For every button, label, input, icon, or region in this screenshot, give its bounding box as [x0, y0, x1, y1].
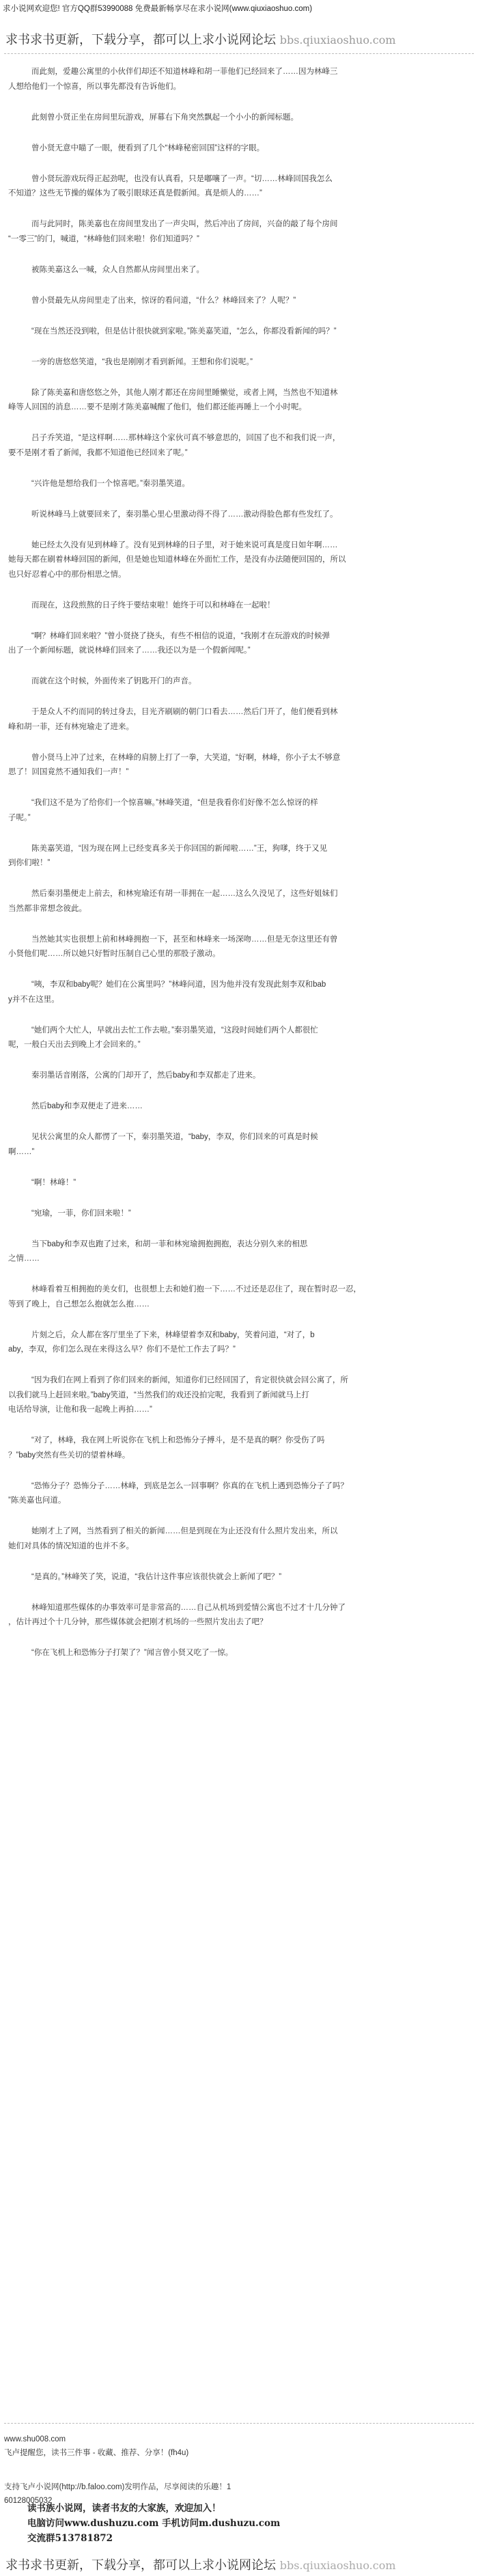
paragraph-line: ，估计再过个十几分钟，那些媒体就会把刚才机场的一些照片发出去了吧？: [8, 1618, 268, 1626]
paragraph: [8, 1176, 468, 1191]
paragraph-line: 而与此同时，陈美嘉也在房间里发出了一声尖叫，然后冲出了房间，兴奋的敲了每个房间: [31, 220, 338, 228]
paragraph-line: 然后秦羽墨便走上前去，和林宛瑜还有胡一菲拥在一起……这么久没见了，这些好姐妹们: [31, 890, 338, 898]
footer-site: www.shu008.com: [4, 2435, 66, 2443]
paragraph: [8, 1283, 468, 1312]
paragraph-line: 曾小贤无意中瞄了一眼，便看到了几个“林峰秘密回国”这样的字眼。: [31, 143, 265, 152]
paragraph: [8, 386, 468, 415]
paragraph-line: “宛瑜，一菲，你们回来啦！”: [31, 1209, 131, 1218]
paragraph: [8, 1130, 468, 1160]
paragraph-line: 曾小贤玩游戏玩得正起劲呢，也没有认真看，只是嘟嚷了一声。“切……林峰回国我怎么: [31, 174, 333, 183]
paragraph-line: aby，李双，你们怎么现在来得这么早？你们不是忙工作去了吗？”: [8, 1345, 236, 1354]
forum-banner-top[interactable]: [5, 30, 473, 48]
divider: [4, 2423, 474, 2424]
paragraph-line: 当下baby和李双也跑了过来，和胡一菲和林宛瑜拥抱拥抱，表达分别久来的相思: [31, 1239, 308, 1248]
paragraph-line: “现在当然还没到啦，但是估计很快就到家啦。”陈美嘉笑道，“怎么，你都没看新闻的吗？”: [31, 327, 337, 335]
paragraph: [8, 325, 468, 340]
paragraph-line: 子呢。”: [8, 813, 31, 822]
paragraph: [8, 1646, 468, 1661]
footer-tip: 飞卢提醒您，读书三件事 - 收藏、推荐、分享！(fh4u): [4, 2449, 189, 2457]
paragraph: [8, 751, 468, 780]
paragraph: [8, 1024, 468, 1053]
paragraph-line: 她们对具体的情况知道的也并不多。: [8, 1542, 134, 1550]
paragraph-line: 秦羽墨话音刚落，公寓的门却开了，然后baby和李双都走了进来。: [31, 1071, 261, 1080]
paragraph: [8, 263, 468, 278]
promo-group: 交流群513781872: [27, 2533, 113, 2544]
paragraph-line: “对了，林峰，我在网上听说你在飞机上和恐怖分子搏斗，是不是真的啊？你受伤了吗: [31, 1436, 325, 1444]
paragraph-line: 见状公寓里的众人都愣了一下，秦羽墨笑道，“baby，李双，你们回来的可真是时候: [31, 1133, 318, 1141]
paragraph: [8, 705, 468, 735]
site-welcome-line: 求小说网欢迎您! 官方QQ群53990088 免费最新畅享尽在求小说网(www.qiuxiaoshuo.com): [3, 5, 313, 13]
paragraph-line: 而现在，这段煎熬的日子终于要结束啦！她终于可以和林峰在一起啦！: [31, 601, 275, 609]
paragraph-line: 吕子乔笑道，“是这样啊……那林峰这个家伙可真不够意思的，回国了也不和我们说一声，: [31, 434, 341, 442]
paragraph-line: 也只好忍着心中的那份相思之情。: [8, 570, 126, 579]
banner-url[interactable]: bbs.qiuxiaoshuo.com: [279, 33, 396, 46]
paragraph: [8, 355, 468, 370]
paragraph: [8, 1479, 468, 1509]
paragraph-line: 曾小贤最先从房间里走了出来，惊讶的看问道，“什么？林峰回来了？人呢？”: [31, 296, 296, 305]
paragraph-line: 峰等人回国的消息……要不是刚才陈美嘉喊醒了他们，他们都还能再睡上一个小时呢。: [8, 403, 307, 411]
paragraph-line: “你在飞机上和恐怖分子打架了？”闻言曾小贤又吃了一惊。: [31, 1649, 234, 1657]
paragraph: [8, 1099, 468, 1114]
paragraph-line: “咦，李双和baby呢？她们在公寓里吗？”林峰问道，因为他并没有发现此刻李双和bab: [31, 981, 326, 989]
paragraph-line: 思了！回国竟然不通知我们一声！”: [8, 768, 129, 776]
paragraph-line: 呢，一般白天出去到晚上才会回来的。”: [8, 1041, 141, 1049]
paragraph: [8, 629, 468, 659]
paragraph: [8, 1328, 468, 1358]
paragraph: [8, 1601, 468, 1630]
paragraph-line: 出了一个新闻标题，就说林峰们回来了……我还以为是一个假新闻呢。”: [8, 646, 251, 655]
paragraph-line: 林峰看着互相拥抱的美女们，也很想上去和她们抱一下……不过还是忍住了，现在暂时忍一忍，: [31, 1285, 361, 1293]
paragraph: [8, 1207, 468, 1222]
paragraph: [8, 978, 468, 1007]
promo-line: 读书族小说网，读者书友的大家族，欢迎加入！: [27, 2503, 221, 2514]
paragraph-line: 啊……”: [8, 1147, 35, 1156]
paragraph: [8, 599, 468, 614]
paragraph-line: 之情……: [8, 1255, 40, 1263]
footer-support: 支持飞卢小说网(http://b.faloo.com)发明作品，尽享阅读的乐趣！1: [4, 2483, 231, 2491]
paragraph: [8, 1570, 468, 1585]
paragraph-line: “因为我们在网上看到了你们回来的新闻，知道你们已经回国了，肯定很快就会回公寓了，所: [31, 1376, 348, 1384]
paragraph-line: 曾小贤马上冲了过来，在林峰的肩膀上打了一拳，大笑道，“好啊，林峰，你小子太不够意: [31, 753, 341, 762]
paragraph-line: y并不在这里。: [8, 995, 59, 1004]
paragraph: [8, 1069, 468, 1084]
paragraph: [8, 933, 468, 962]
paragraph-line: 峰和胡一菲，还有林宛瑜走了进来。: [8, 722, 134, 731]
promo-urls[interactable]: 电脑访问www.dushuzu.com 手机访问m.dushuzu.com: [27, 2518, 281, 2529]
paragraph-line: ？”baby突然有些关切的望着林峰。: [8, 1451, 130, 1460]
paragraph: [8, 294, 468, 309]
paragraph-line: 电话给导演，让他和我一起晚上再拍……”: [8, 1406, 152, 1414]
paragraph-line: 除了陈美嘉和唐悠悠之外，其他人刚才都还在房间里睡懒觉，或者上网，当然也不知道林: [31, 388, 338, 397]
paragraph: [8, 1237, 468, 1267]
forum-banner-bottom[interactable]: [5, 2556, 473, 2573]
paragraph: [8, 111, 468, 126]
paragraph: [8, 1434, 468, 1463]
paragraph-line: 陈美嘉笑道，“因为现在网上已经变真多关于你回国的新闻啦……”王，狗嗲，终于又见: [31, 844, 328, 853]
paragraph-line: 片刻之后，众人都在客厅里坐了下来，林峰望着李双和baby，笑着问道，“对了，b: [31, 1330, 315, 1339]
paragraph-line: “啊？林峰们回来啦？”曾小贤挠了挠头，有些不相信的说道，“我刚才在玩游戏的时候弹: [31, 631, 330, 640]
paragraph-line: “她们两个大忙人，早就出去忙工作去啦。”秦羽墨笑道，“这段时间她们两个人都很忙: [31, 1026, 318, 1034]
paragraph: [8, 674, 468, 689]
paragraph-line: “我们这不是为了给你们一个惊喜嘛。”林峰笑道，“但是我看你们好像不怎么惊讶的样: [31, 799, 318, 807]
paragraph-line: 她每天都在刷着林峰回国的新闻，但是她也知道林峰在外面忙工作，是没有办法随便回国的，所以: [8, 556, 346, 564]
paragraph: [8, 842, 468, 871]
paragraph: [8, 1524, 468, 1554]
chapter-body: [0, 65, 478, 2354]
footer-code: 60128005032: [4, 2497, 53, 2505]
paragraph: [8, 217, 468, 247]
promo-block: [27, 2501, 280, 2546]
paragraph-line: 要不是刚才看了新闻，我都不知道他已经回来了呢。”: [8, 448, 188, 457]
paragraph-line: 听说林峰马上就要回来了，秦羽墨心里心里激动得不得了……激动得脸色都有些发红了。: [31, 510, 338, 519]
banner-text: 求书求书更新，下载分享，都可以上求小说网论坛: [5, 2558, 276, 2573]
paragraph: [8, 141, 468, 156]
paragraph-line: 当然都非常想念彼此。: [8, 904, 87, 913]
paragraph-line: “啊！林峰！”: [31, 1178, 76, 1187]
paragraph-line: 当然她其实也很想上前和林峰拥抱一下，甚至和林峰来一场深吻……但是无奈这里还有曾: [31, 935, 338, 944]
paragraph-line: “一零三”的门，喊道，“林峰他们回来啦！你们知道吗？”: [8, 234, 199, 243]
paragraph: [8, 796, 468, 825]
paragraph: [8, 172, 468, 202]
paragraph-line: 到你们啦！”: [8, 859, 51, 867]
paragraph-line: 她已经太久没有见到林峰了。没有见到林峰的日子里，对于她来说可真是度日如年啊……: [31, 540, 338, 549]
paragraph: [8, 431, 468, 461]
paragraph: [8, 477, 468, 492]
paragraph-line: 她刚才上了网，当然看到了相关的新闻……但是到现在为止还没有什么照片发出来，所以: [31, 1527, 338, 1535]
paragraph-line: 被陈美嘉这么一喊，众人自然都从房间里出来了。: [31, 265, 204, 274]
divider: [4, 53, 474, 54]
paragraph: [8, 65, 468, 94]
paragraph-line: 小贤他们呢……所以她只好暂时压制自己心里的那股子激动。: [8, 950, 221, 958]
paragraph-line: 而此刻，爱趣公寓里的小伙伴们却还不知道林峰和胡一菲他们已经回来了……因为林峰三: [31, 68, 338, 76]
paragraph-line: 此刻曾小贤正坐在房间里玩游戏，屏幕右下角突然飘起一个小小的新闻标题。: [31, 113, 298, 122]
paragraph-line: 等到了晚上，自己想怎么抱就怎么抱……: [8, 1300, 150, 1308]
paragraph-line: 人想给他们一个惊喜，所以事先都没有告诉他们。: [8, 82, 181, 91]
banner-text: 求书求书更新，下载分享，都可以上求小说网论坛: [5, 33, 276, 47]
paragraph-line: 林峰知道那些媒体的办事效率可是非常高的……自己从机场到爱情公寓也不过才十几分钟了: [31, 1603, 346, 1612]
paragraph: [8, 1373, 468, 1418]
paragraph-line: 不知道？这些无节操的媒体为了吸引眼球还真是假新闻。真是烦人的……”: [8, 189, 262, 197]
paragraph-line: ”陈美嘉也问道。: [8, 1496, 66, 1505]
paragraph-line: “恐怖分子？恐怖分子……林峰，到底是怎么一回事啊？你真的在飞机上遇到恐怖分子了吗？: [31, 1481, 348, 1490]
paragraph-line: 然后baby和李双便走了进来……: [31, 1102, 143, 1110]
paragraph: [8, 508, 468, 523]
paragraph-line: 以我们就马上赶回来啦。”baby笑道，“当然我们的戏还没拍完呢，我看到了新闻就马上打: [8, 1390, 309, 1399]
paragraph-line: 一旁的唐悠悠笑道，“我也是刚刚才看到新闻。王想和你们说呢。”: [31, 357, 253, 366]
paragraph: [8, 887, 468, 916]
paragraph-line: “是真的。”林峰笑了笑，说道，“我估计这件事应该很快就会上新闻了吧？”: [31, 1572, 282, 1581]
paragraph-line: 于是众人不约而同的转过身去，目光齐刷刷的朝门口看去……然后门开了，他们便看到林: [31, 708, 338, 716]
paragraph-line: “兴许他是想给我们一个惊喜吧。”秦羽墨笑道。: [31, 479, 190, 488]
paragraph: [8, 538, 468, 583]
banner-url[interactable]: bbs.qiuxiaoshuo.com: [279, 2559, 396, 2572]
paragraph-line: 而就在这个时候，外面传来了钥匙开门的声音。: [31, 677, 197, 685]
footer-notes: [4, 2433, 468, 2508]
